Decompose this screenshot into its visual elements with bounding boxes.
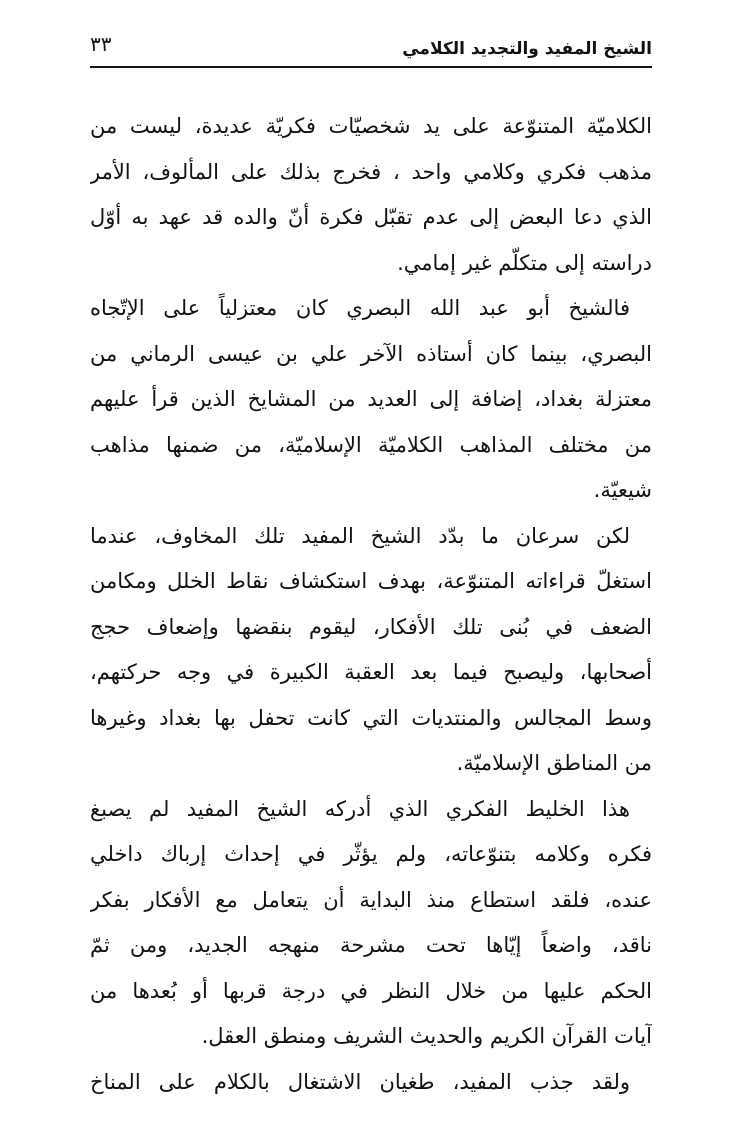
text-line: فالشيخ أبو عبد الله البصري كان معتزلياً على الإتّجاه — [90, 296, 630, 320]
page-header — [90, 30, 652, 66]
text-line: الكلاميّة المتنوّعة على يد شخصيّات فكريّة عديدة، ليست من — [90, 114, 652, 138]
text-line: لكن سرعان ما بدّد الشيخ المفيد تلك المخاوف، عندما — [90, 523, 630, 548]
text-line: وسط المجالس والمنتديات التي كانت تحفل بها بغداد وغيرها — [90, 705, 652, 730]
text-line: مذهب فكري وكلامي واحد ، فخرج بذلك على المألوف، الأمر — [90, 159, 652, 184]
running-title: الشيخ المفيد والتجديد الكلامي — [402, 39, 652, 59]
text-line: فكره وكلامه بتنوّعاته، ولم يؤثّر في إحداث إرباك داخلي — [90, 842, 652, 866]
text-line: ناقد، واضعاً إيّاها تحت مشرحة منهجه الجديد، ومن ثمّ — [90, 933, 652, 957]
text-line: هذا الخليط الفكري الذي أدركه الشيخ المفيد لم يصبغ — [90, 796, 630, 821]
text-line: عنده، فلقد استطاع منذ البداية أن يتعامل مع الأفكار بفكر — [90, 887, 652, 912]
text-line: دراسته إلى متكلّم غير إمامي. — [397, 250, 652, 275]
text-line: البصري، بينما كان أستاذه الآخر علي بن عيسى الرماني من — [90, 341, 652, 366]
text-line: الذي دعا البعض إلى عدم تقبّل فكرة أنّ والده قد عهد به أوّل — [90, 205, 652, 229]
text-line: استغلّ قراءاته المتنوّعة، بهدف استكشاف نقاط الخلل ومكامن — [90, 569, 652, 593]
text-line: شيعيّة. — [593, 478, 652, 502]
page-number: ٣٣ — [90, 32, 112, 56]
text-line: من المناطق الإسلاميّة. — [456, 751, 652, 775]
text-line: من مختلف المذاهب الكلاميّة الإسلاميّة، من ضمنها مذاهب — [90, 432, 652, 457]
text-line: الحكم عليها من خلال النظر في درجة قربها أو بُعدها من — [90, 978, 652, 1003]
text-line: أصحابها، وليصبح فيما بعد العقبة الكبيرة في وجه حركتهم، — [90, 660, 652, 684]
header-rule — [90, 66, 652, 68]
text-line: آيات القرآن الكريم والحديث الشريف ومنطق العقل. — [201, 1024, 652, 1048]
body-text — [90, 104, 652, 1105]
text-line: الضعف في بُنى تلك الأفكار، ليقوم بنقضها وإضعاف حجج — [90, 614, 652, 639]
text-line: ولقد جذب المفيد، طغيان الاشتغال بالكلام على المناخ — [90, 1069, 630, 1094]
text-line: معتزلة بغداد، إضافة إلى العديد من المشايخ الذين قرأ عليهم — [90, 387, 652, 411]
